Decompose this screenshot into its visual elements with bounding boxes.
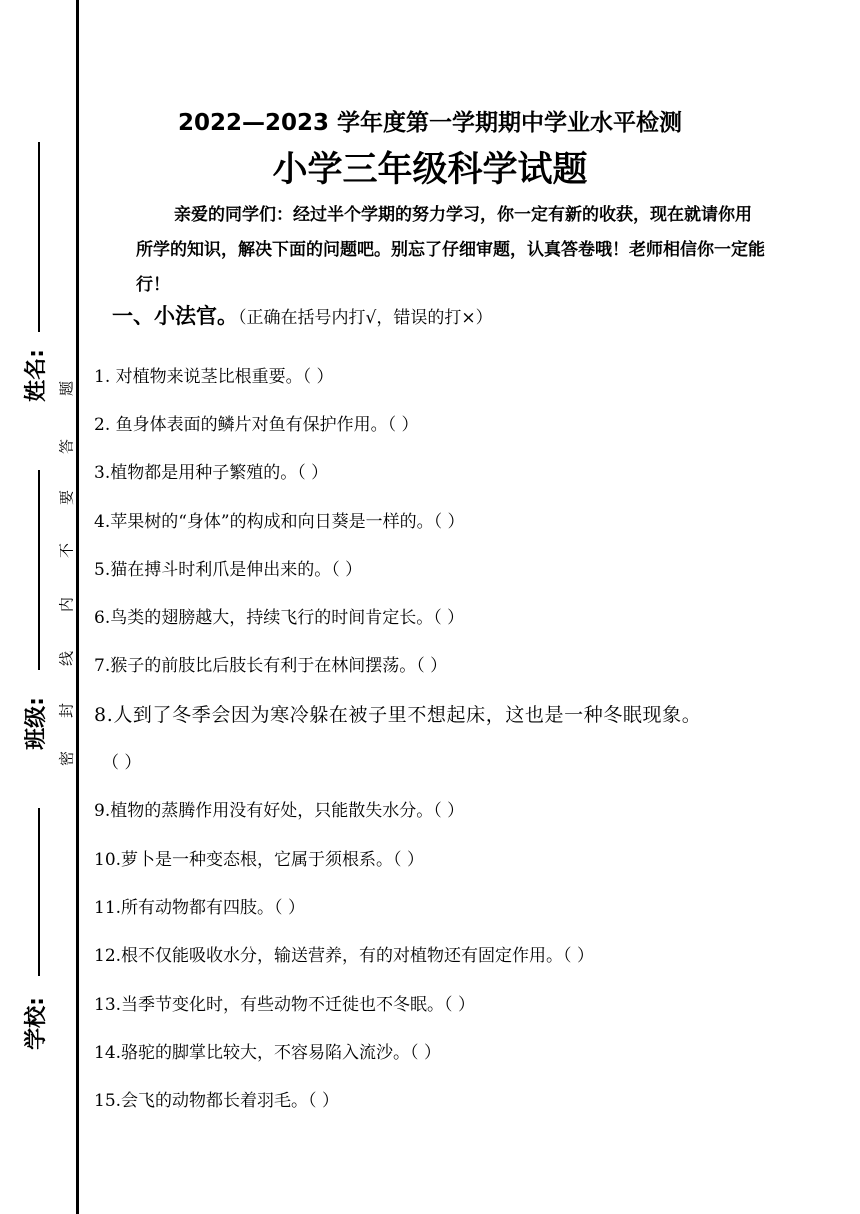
answer-bracket: （ ） [102, 753, 142, 773]
section-heading [112, 300, 493, 330]
exam-subtitle: 2022—2023 学年度第一学期期中学业水平检测 [177, 110, 683, 136]
question-item: 2. 鱼身体表面的鳞片对鱼有保护作用。（ ） [94, 415, 419, 435]
question-item: 11.所有动物都有四肢。（ ） [94, 898, 305, 918]
question-item: 13.当季节变化时，有些动物不迁徙也不冬眠。（ ） [94, 995, 475, 1015]
class-rule [38, 470, 40, 670]
seal-char: 密 [57, 751, 76, 767]
seal-char: 答 [57, 439, 76, 455]
name-label: 姓名: [23, 349, 49, 402]
school-label: 学校: [23, 997, 49, 1050]
intro-paragraph: 亲爱的同学们：经过半个学期的努力学习，你一定有新的收获，现在就请你用所学的知识，解决下面的问题吧。别忘了仔细审题，认真答卷哦！老师相信你一定能行！ [136, 205, 765, 295]
exam-title: 小学三年级科学试题 [272, 150, 588, 190]
seal-char: 不 [57, 543, 76, 559]
question-item: 6.鸟类的翅膀越大，持续飞行的时间肯定长。（ ） [94, 608, 465, 628]
question-item: 1. 对植物来说茎比根重要。（ ） [94, 367, 334, 387]
question-item: 14.骆驼的脚掌比较大，不容易陷入流沙。（ ） [94, 1043, 441, 1063]
class-label: 班级: [23, 697, 49, 750]
question-item: 7.猴子的前肢比后肢长有利于在林间摆荡。（ ） [94, 656, 448, 676]
question-item: 15.会飞的动物都长着羽毛。（ ） [94, 1091, 339, 1111]
question-item: 4.苹果树的“身体”的构成和向日葵是一样的。（ ） [94, 512, 465, 532]
seal-char: 线 [57, 651, 76, 667]
school-rule [38, 808, 40, 976]
question-item: 12.根不仅能吸收水分，输送营养，有的对植物还有固定作用。（ ） [94, 946, 594, 966]
section-title: 一、小法官。 [112, 304, 238, 328]
seal-char: 要 [57, 490, 76, 506]
question-item: 5.猫在搏斗时利爪是伸出来的。（ ） [94, 560, 363, 580]
question-item: 10.萝卜是一种变态根，它属于须根系。（ ） [94, 850, 424, 870]
seal-char: 题 [57, 381, 76, 397]
question-item: 3.植物都是用种子繁殖的。（ ） [94, 463, 329, 483]
section-instruction: （正确在括号内打√，错误的打×） [238, 308, 493, 328]
question-item: 9.植物的蒸腾作用没有好处，只能散失水分。（ ） [94, 801, 465, 821]
question-item: 8.人到了冬季会因为寒冷躲在被子里不想起床，这也是一种冬眠现象。 [94, 704, 702, 726]
seal-char: 内 [57, 597, 76, 613]
seal-char: 封 [57, 703, 76, 719]
